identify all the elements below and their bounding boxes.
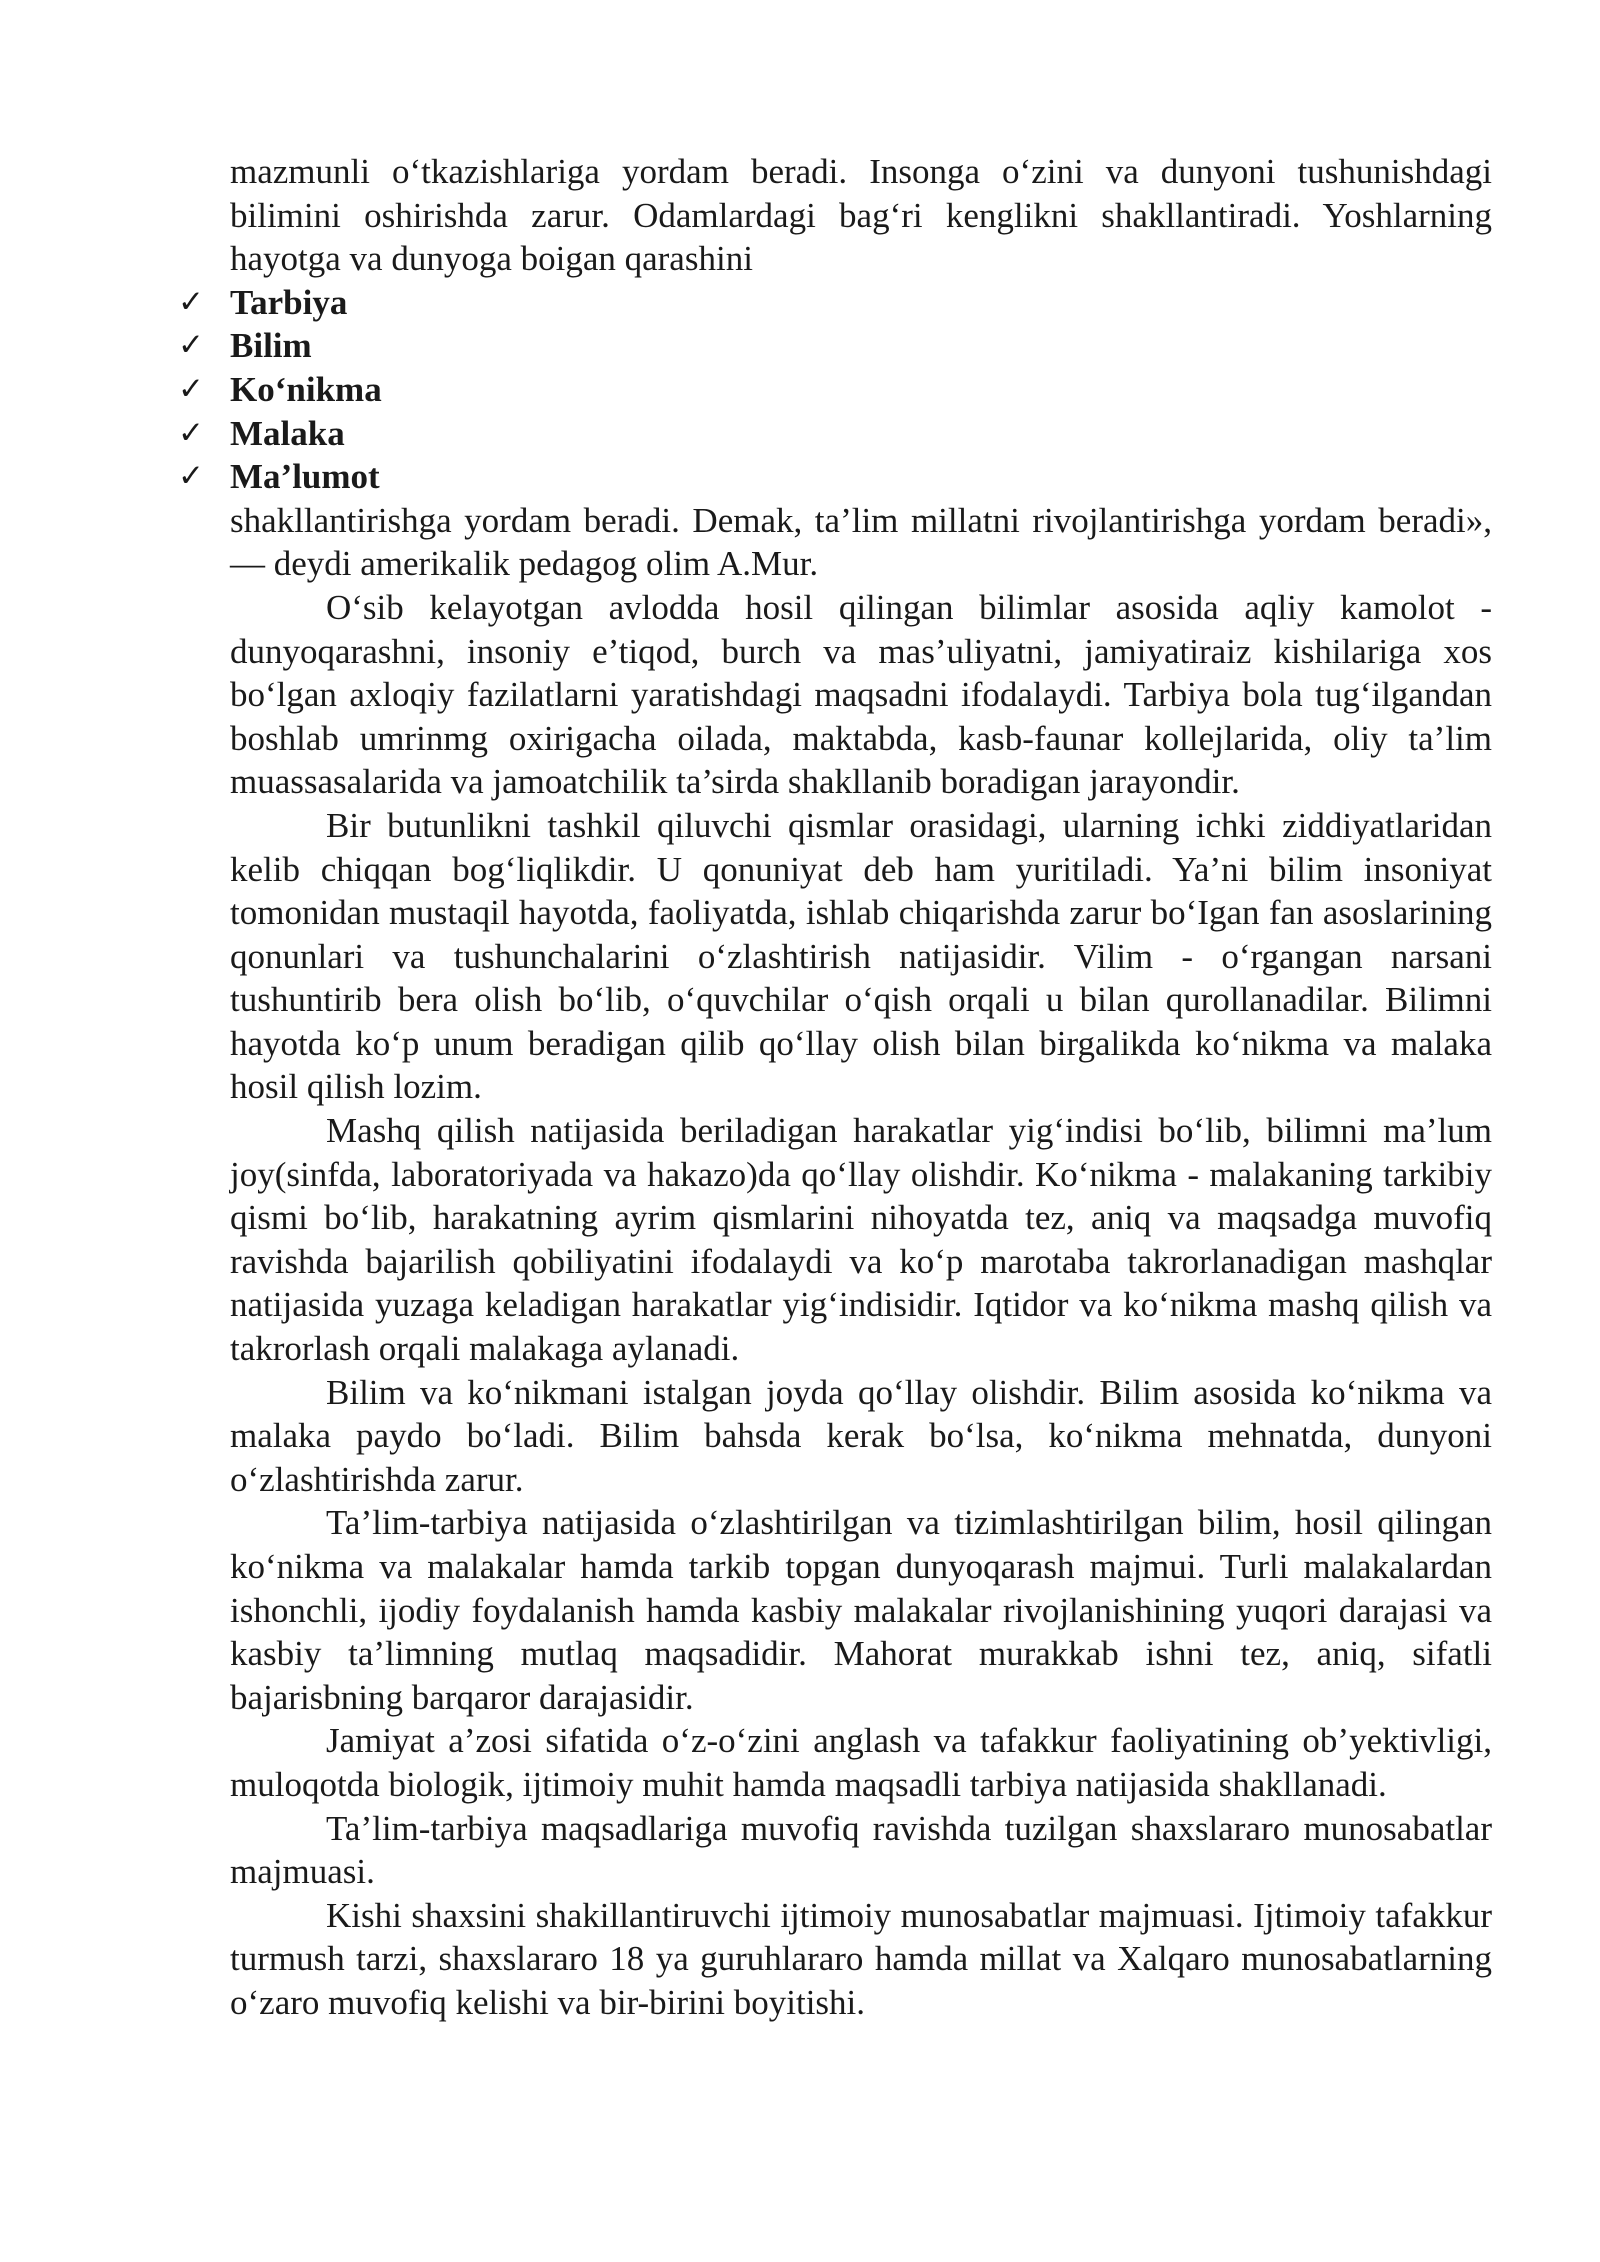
checklist-item [178, 281, 1492, 325]
body-paragraph: Jamiyat a’zosi sifatida o‘z-o‘zini anglash va tafakkur faoliyatining ob’yektivligi, muloqotda biologik, ijtimoiy muhit hamda maqsadli tarbiya natijasida shakllanadi. [230, 1721, 1492, 1804]
checklist-item-label: Bilim [230, 326, 312, 366]
checklist-item-label: Tarbiya [230, 282, 348, 322]
body-paragraph: Bilim va ko‘nikmani istalgan joyda qo‘llay olishdir. Bilim asosida ko‘nikma va malaka paydo bo‘ladi. Bilim bahsda kerak bo‘lsa, ko‘nikma mehnatda, dunyoni o‘zlashtirishda zarur. [230, 1372, 1492, 1499]
body-paragraph: O‘sib kelayotgan avlodda hosil qilingan bilimlar asosida aqliy kamolot - dunyoqarashni, insoniy e’tiqod, burch va mas’uliyatni, jamiyatiraiz kishilariga xos bo‘lgan axloqiy fazilatlarni yaratishdagi maqsadni ifodalaydi. Tarbiya bola tug‘ilgandan boshlab umrinmg oxirigacha oilada, maktabda, kasb-faunar kollejlarida, oliy ta’lim muassasalarida va jamoatchilik ta’sirda shakllanib boradigan jarayondir. [230, 587, 1492, 802]
body-paragraph: Bir butunlikni tashkil qiluvchi qismlar orasidagi, ularning ichki ziddiyatlaridan kelib chiqqan bog‘liqlikdir. U qonuniyat deb ham yuritiladi. Ya’ni bilim insoniyat tomonidan mustaqil hayotda, faoliyatda, ishlab chiqarishda zarur bo‘Igan fan asoslarining qonunlari va tushunchalarini o‘zlashtirish natijasidir. Vilim - o‘rgangan narsani tushuntirib bera olish bo‘lib, o‘quvchilar o‘qish orqali u bilan qurollanadilar. Bilimni hayotda ko‘p unum beradigan qilib qo‘llay olish bilan birgalikda ko‘nikma va malaka hosil qilish lozim. [230, 805, 1492, 1107]
check-icon: ✓ [178, 370, 204, 407]
check-icon: ✓ [178, 414, 204, 451]
document-body [178, 150, 1492, 2025]
checklist-item-label: Malaka [230, 413, 345, 453]
checklist-item [178, 368, 1492, 412]
checklist-item-label: Ko‘nikma [230, 369, 382, 409]
checklist-item [178, 412, 1492, 456]
after-list-paragraph: shakllantirishga yordam beradi. Demak, ta’lim millatni rivojlantirishga yordam beradi», — deydi amerikalik pedagog olim A.Mur. [230, 500, 1492, 584]
checklist-item [178, 455, 1492, 499]
body-paragraph: Ta’lim-tarbiya maqsadlariga muvofiq ravishda tuzilgan shaxslararo munosabatlar majmuasi. [230, 1808, 1492, 1892]
body-paragraph: Mashq qilish natijasida beriladigan harakatlar yig‘indisi bo‘lib, bilimni ma’lum joy(sinfda, laboratoriyada va hakazo)da qo‘llay olishdir. Ko‘nikma - malakaning tarkibiy qismi bo‘lib, harakatning ayrim qismlarini nihoyatda tez, aniq va maqsadga muvofiq ravishda bajarilish qobiliyatini ifodalaydi va ko‘p marotaba takrorlanadigan mashqlar natijasida yuzaga keladigan harakatlar yig‘indisidir. Iqtidor va ko‘nikma mashq qilish va takrorlash orqali malakaga aylanadi. [230, 1111, 1492, 1369]
intro-paragraph: mazmunli o‘tkazishlariga yordam beradi. Insonga o‘zini va dunyoni tushunishdagi bilimini oshirishda zarur. Odamlardagi bag‘ri kenglikni shakllantiradi. Yoshlarning hayotga va dunyoga boigan qarashini [230, 152, 1492, 279]
checklist [178, 281, 1492, 499]
checklist-item-label: Ma’lumot [230, 457, 380, 497]
check-icon: ✓ [178, 327, 204, 364]
check-icon: ✓ [178, 458, 204, 495]
checklist-item [178, 324, 1492, 368]
body-paragraph: Ta’lim-tarbiya natijasida o‘zlashtirilgan va tizimlashtirilgan bilim, hosil qilingan ko‘nikma va malakalar hamda tarkib topgan dunyoqarash majmui. Turli malakalardan ishonchli, ijodiy foydalanish hamda kasbiy malakalar rivojlanishining yuqori darajasi va kasbiy ta’limning mutlaq maqsadidir. Mahorat murakkab ishni tez, aniq, sifatli bajarisbning barqaror darajasidir. [230, 1503, 1492, 1717]
body-paragraph: Kishi shaxsini shakillantiruvchi ijtimoiy munosabatlar majmuasi. Ijtimoiy tafakkur turmush tarzi, shaxslararo 18 ya guruhlararo hamda millat va Xalqaro munosabatlarning o‘zaro muvofiq kelishi va bir-birini boyitishi. [230, 1895, 1492, 2022]
check-icon: ✓ [178, 283, 204, 320]
